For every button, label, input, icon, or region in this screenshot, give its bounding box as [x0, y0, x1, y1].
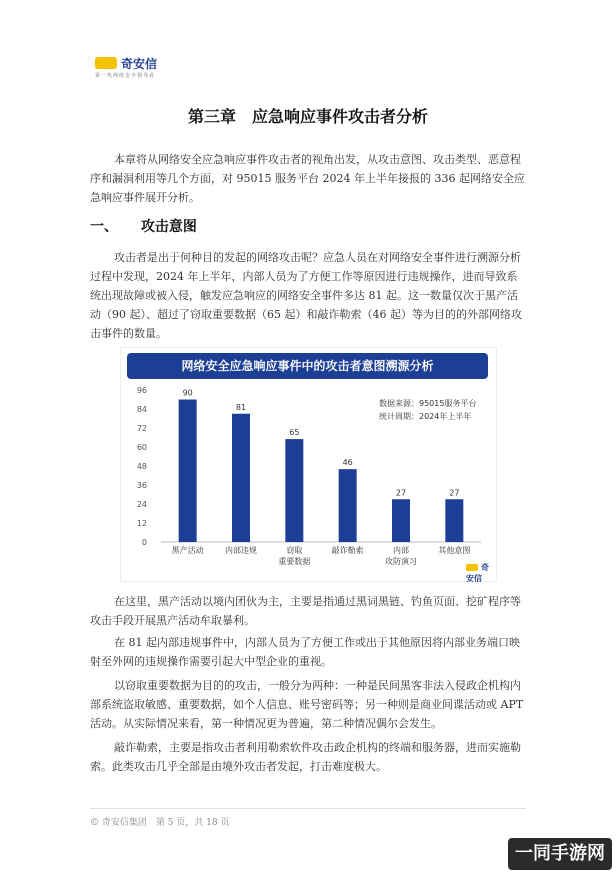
bar-value-label: 65: [289, 428, 300, 438]
category-label: 黑产活动: [171, 546, 204, 555]
y-tick-label: 12: [136, 519, 147, 528]
intro-paragraph: 本章将从网络安全应急响应事件攻击者的视角出发，从攻击意图、攻击类型、恶意程序和漏洞利用等几个方面，对 95015 服务平台 2024 年上半年接报的 336 起网络安全应急响应事件展开分析。: [90, 153, 525, 204]
bar-value-label: 81: [235, 402, 247, 412]
category-label: 重要数据: [278, 557, 311, 566]
category-label: 内部违规: [225, 546, 257, 555]
section-number: 一、: [90, 219, 118, 235]
section-title: 攻击意图: [140, 219, 197, 235]
bar-3: [285, 439, 303, 542]
chart-brand: [466, 562, 496, 584]
chart-period-note: 统计周期：2024年上半年: [379, 412, 472, 421]
y-tick-label: 60: [136, 443, 147, 452]
category-label: 内部: [393, 546, 409, 555]
category-label: 攻防演习: [385, 557, 417, 566]
chart-plot: [121, 348, 496, 581]
chart-brand-mark-icon: [466, 564, 478, 571]
chart-title: 网络安全应急响应事件中的攻击者意图溯源分析: [127, 353, 488, 379]
y-tick-label: 0: [141, 538, 147, 547]
paragraph-2: 在这里，黑产活动以境内团伙为主，主要是指通过黑词黑链、钓鱼页面、挖矿程序等攻击手段开展黑产活动牟取暴利。: [90, 595, 521, 627]
paragraph-1: 攻击者是出于何种目的发起的网络攻击呢？应急人员在对网络安全事件进行溯源分析过程中发现，2024 年上半年，内部人员为了方便工作等原因进行违规操作，进而导致系统出现故障或被入侵，触发应急响应的网络安全事件多达 81 起。这一数量仅次于黑产活动（90 起）、超过了窃取重要数据（65 起）和敲诈勒索（46 起）等为目的的外部网络攻击事件的数量。: [90, 251, 522, 340]
bar-1: [179, 400, 197, 543]
y-tick-label: 36: [136, 481, 147, 490]
section-heading: [90, 216, 197, 236]
paragraph-5: 敲诈勒索，主要是指攻击者利用勒索软件攻击政企机构的终端和服务器，进而实施勒索。此类攻击几乎全部是由境外攻击者发起，打击难度极大。: [90, 741, 521, 773]
logo-brand: 奇安信: [121, 57, 158, 71]
category-label: 窃取: [286, 546, 303, 555]
intent-bar-chart: [120, 347, 497, 582]
chapter-title: 第三章 应急响应事件攻击者分析: [187, 107, 428, 126]
qianxin-logo: [95, 55, 215, 83]
y-tick-label: 24: [136, 500, 147, 509]
bar-4: [339, 469, 357, 542]
bar-value-label: 27: [395, 488, 407, 498]
bar-2: [232, 414, 250, 542]
y-tick-label: 84: [136, 405, 147, 414]
site-watermark: 一同手游网: [508, 838, 612, 870]
logo-tagline: 第一代网络安全领导者: [95, 73, 156, 79]
logo-mark-icon: [95, 57, 117, 69]
paragraph-4: 以窃取重要数据为目的的攻击，一般分为两种：一种是民间黑客非法入侵政企机构内部系统盗取敏感、重要数据，如个人信息、账号密码等；另一种则是商业间谍活动或 APT 活动。从实际情况来看，第一种情况更为普遍，第二种情况偶尔会发生。: [90, 679, 524, 730]
bar-6: [445, 499, 463, 542]
chart-source-note: 数据来源：95015服务平台: [379, 399, 477, 408]
footer-divider: [90, 808, 526, 809]
y-tick-label: 72: [136, 424, 147, 433]
bar-value-label: 27: [449, 488, 460, 498]
category-label: 敲诈勒索: [331, 546, 364, 555]
bar-value-label: 46: [342, 458, 353, 468]
page-footer: © 奇安信集团 第 5 页，共 18 页: [90, 818, 230, 828]
chart-brand-text: 奇安信: [466, 563, 489, 583]
category-label: 其他意图: [438, 546, 471, 555]
bar-value-label: 90: [182, 388, 193, 398]
y-tick-label: 48: [136, 462, 147, 471]
paragraph-3: 在 81 起内部违规事件中，内部人员为了方便工作或出于其他原因将内部业务端口映射至外网的违规操作需要引起大中型企业的重视。: [90, 636, 520, 668]
bar-5: [392, 499, 410, 542]
y-tick-label: 96: [136, 386, 147, 395]
